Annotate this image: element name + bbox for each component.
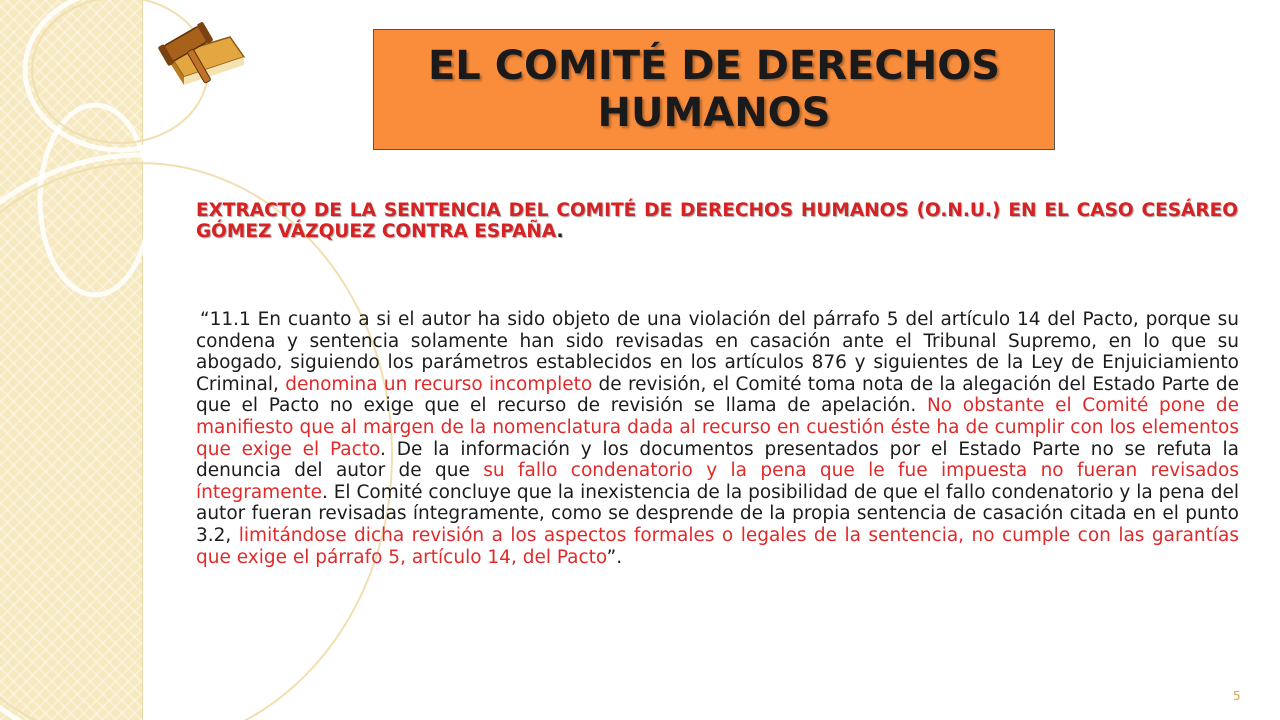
title-banner (373, 29, 1055, 150)
body-text-2: de revisión, el Comité toma nota de la alegación del Estado Parte de que el Pacto no exige que el recurso de revisión se llama de apelación. (196, 373, 1239, 417)
body-text-3: . De la información y los documentos presentados por el Estado Parte no se refuta la denuncia del autor de que (196, 438, 1240, 482)
highlight-1: denomina un recurso incompleto (285, 373, 593, 395)
body-text-5: ”. (606, 546, 623, 568)
highlight-2: No obstante el Comité pone de manifiesto que al margen de la nomenclatura dada al recurso en cuestión éste ha de cumplir con los elementos que exige el Pacto (196, 395, 1239, 460)
slide-title: EL COMITÉ DE DERECHOS HUMANOS (427, 42, 1001, 136)
gavel-book-icon (140, 5, 250, 90)
body-text-4: . El Comité concluye que la inexistencia de la posibilidad de que el fallo condenatorio y la pena del autor fueran revisadas íntegramente, como se desprende de la propia sentencia de casación citada en el punto 3.2, (196, 481, 1239, 546)
extract-heading (196, 200, 1238, 242)
quoted-paragraph (196, 309, 1239, 568)
page-number: 5 (1233, 689, 1241, 703)
body-text-1: “11.1 En cuanto a si el autor ha sido objeto de una violación del párrafo 5 del artículo 14 del Pacto, porque su condena y sentencia solamente han sido revisadas en casación ante el Tribunal Supremo, en lo que su abogado, siguiendo los parámetros establecidos en los artículos 876 y siguientes de la Ley de Enjuiciamiento Criminal, (196, 309, 1239, 395)
highlight-4: limitándose dicha revisión a los aspectos formales o legales de la sentencia, no cumple con las garantías que exige el párrafo 5, artículo 14, del Pacto (196, 524, 1239, 568)
extract-heading-text: EXTRACTO DE LA SENTENCIA DEL COMITÉ DE DERECHOS HUMANOS (O.N.U.) EN EL CASO CESÁREO GÓMEZ VÁZQUEZ CONTRA ESPAÑA (196, 200, 1238, 242)
highlight-3: su fallo condenatorio y la pena que le fue impuesta no fueran revisados íntegramente (196, 460, 1239, 503)
extract-terminator: . (556, 221, 564, 242)
